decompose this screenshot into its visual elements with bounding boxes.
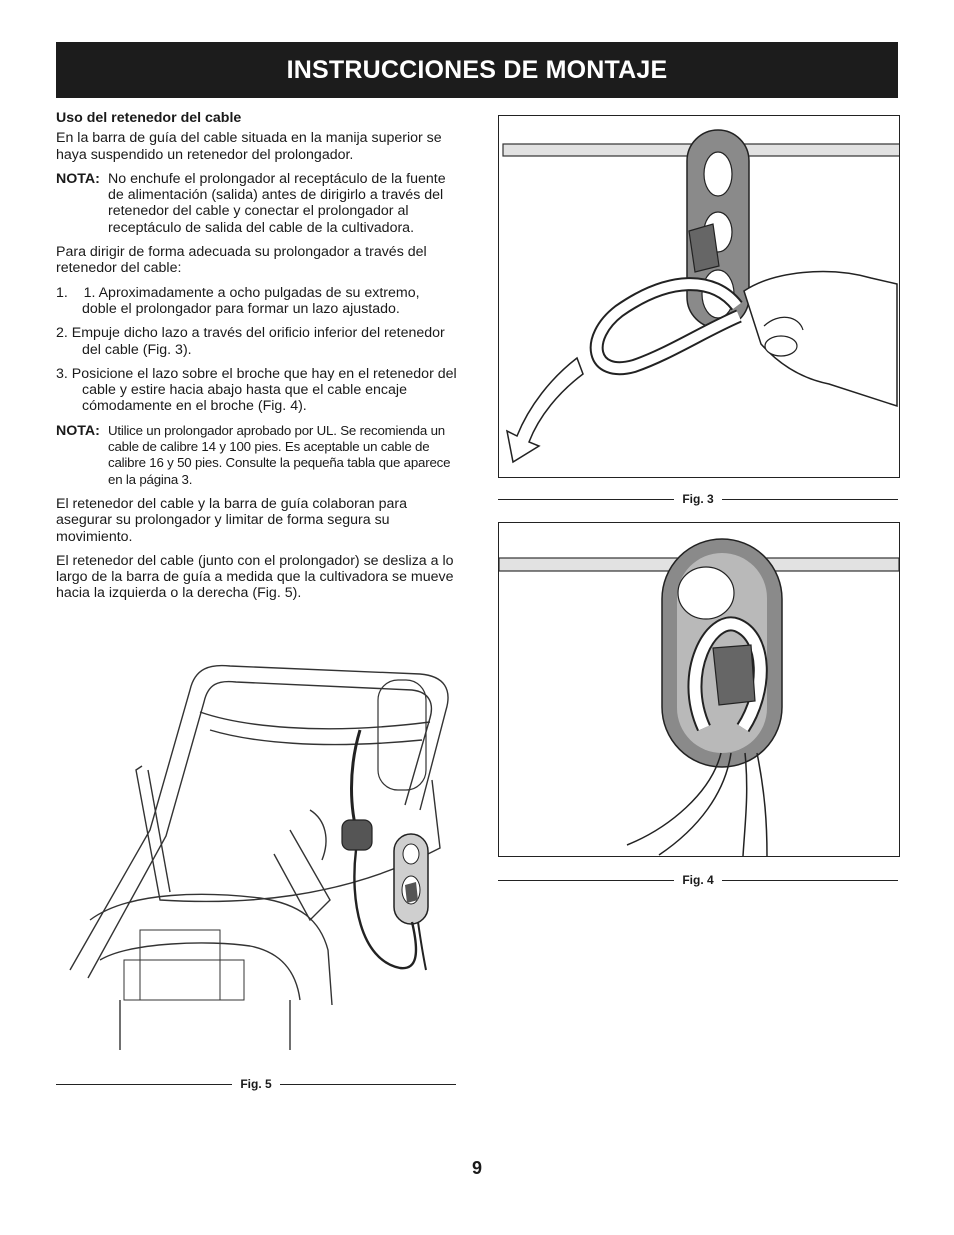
- fig3-caption-row: [498, 491, 898, 507]
- fig5-caption: Fig. 5: [240, 1077, 272, 1091]
- tiller-handle-drawing: [60, 660, 456, 1060]
- page-title: INSTRUCCIONES DE MONTAJE: [286, 55, 668, 84]
- caption-rule: [56, 1084, 232, 1085]
- page-number: 9: [471, 1158, 482, 1178]
- caption-rule: [498, 880, 674, 881]
- cord-loop-insertion-drawing: [499, 116, 899, 477]
- note-1: [56, 171, 458, 236]
- caption-rule: [280, 1084, 456, 1085]
- page-header: [56, 42, 898, 98]
- caption-rule: [722, 880, 898, 881]
- fig4-caption: Fig. 4: [682, 873, 714, 887]
- step-3: 3. Posicione el lazo sobre el broche que hay en el retenedor del cable y estire hacia abajo hasta que el cable encaje cómodamente en el broche (Fig. 4).: [56, 365, 457, 415]
- fig5-caption-row: [56, 1076, 456, 1092]
- slide-paragraph: El retenedor del cable (junto con el prolongador) se desliza a lo largo de la barra de guía a medida que la cultivadora se mueve hacia la izquierda o la derecha (Fig. 5).: [56, 552, 454, 602]
- cord-clipped-drawing: [499, 523, 899, 856]
- fig3-caption: Fig. 3: [682, 492, 714, 506]
- retainer-paragraph: El retenedor del cable y la barra de guía colaboran para asegurar su prolongador y limitar de forma segura su movimiento.: [56, 495, 407, 545]
- step-1: 1. 1. Aproximadamente a ocho pulgadas de su extremo, doble el prolongador para formar un lazo ajustado.: [56, 284, 420, 317]
- instructions-column: [56, 110, 458, 610]
- note-text: No enchufe el prolongador al receptáculo de la fuente de alimentación (salida) antes de dirigirlo a través del retenedor del cable y conectar el prolongador al receptáculo de salida del cable de la cultivadora.: [108, 170, 446, 236]
- section-title: Uso del retenedor del cable: [56, 110, 242, 126]
- note-label: NOTA:: [56, 170, 100, 187]
- note-text: Utilice un prolongador aprobado por UL. Se recomienda un cable de calibre 14 y 100 pies. Es aceptable un cable de calibre 16 y 50 pies. Consulte la pequeña tabla que aparece en la página 3.: [108, 422, 451, 487]
- fig4-illustration: [498, 522, 900, 857]
- routing-paragraph: Para dirigir de forma adecuada su prolongador a través del retenedor del cable:: [56, 244, 427, 277]
- fig4-caption-row: [498, 872, 898, 888]
- note-2: [56, 423, 458, 488]
- note-label: NOTA:: [56, 422, 100, 439]
- fig3-illustration: [498, 115, 900, 478]
- step-2: 2. Empuje dicho lazo a través del orificio inferior del retenedor del cable (Fig. 3).: [56, 325, 445, 358]
- caption-rule: [722, 499, 898, 500]
- fig5-illustration: [60, 660, 456, 1060]
- intro-paragraph: En la barra de guía del cable situada en la manija superior se haya suspendido un retenedor del prolongador.: [56, 130, 442, 163]
- caption-rule: [498, 499, 674, 500]
